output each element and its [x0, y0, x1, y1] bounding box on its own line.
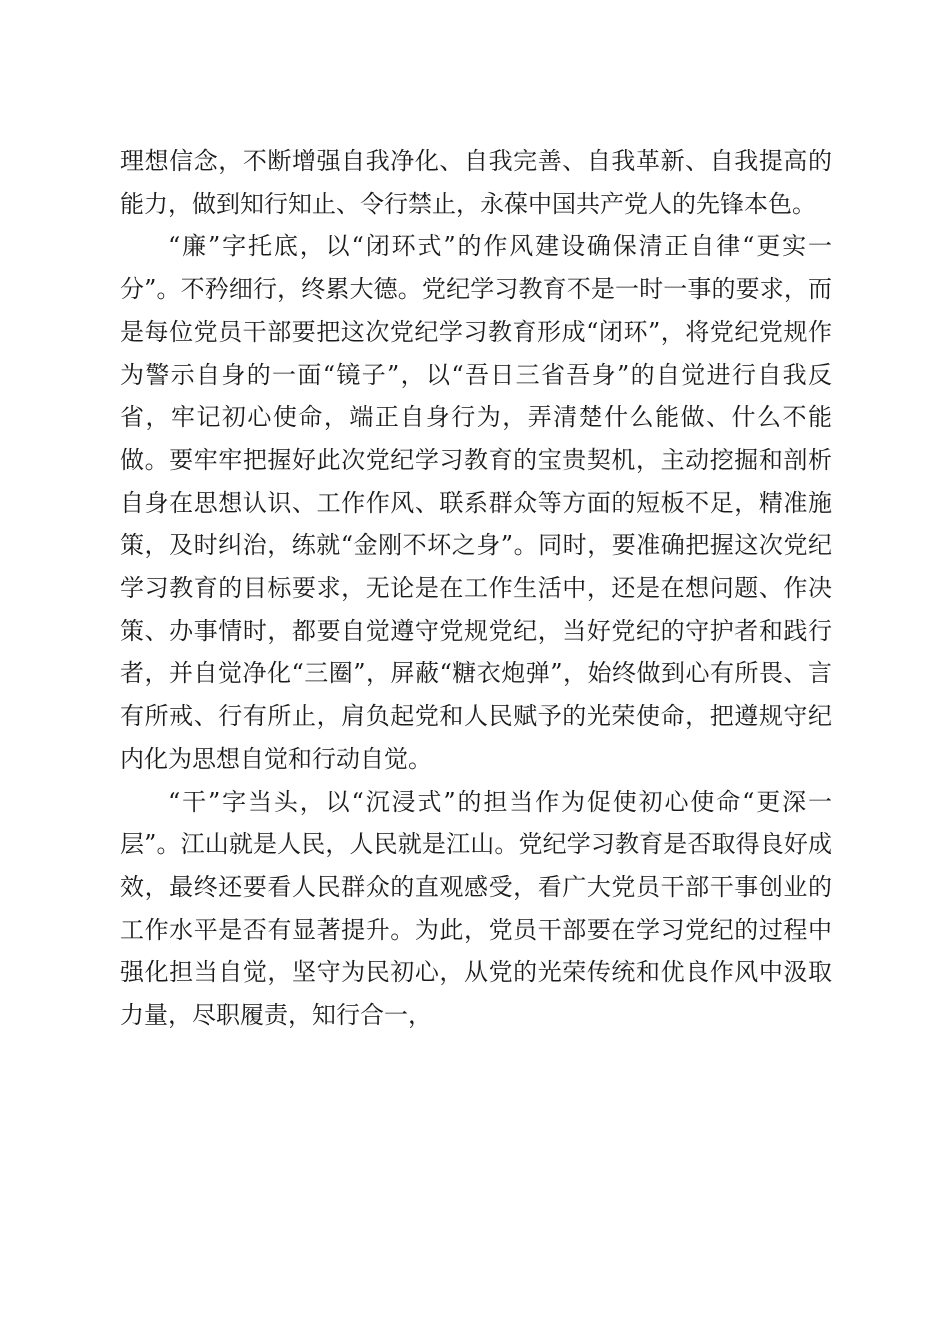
paragraph-2: “廉”字托底，以“闭环式”的作风建设确保清正自律“更实一分”。不矜细行，终累大德。党纪学习教育不是一时一事的要求，而是每位党员干部要把这次党纪学习教育形成“闭环”，将党纪党规作为警示自身的一面“镜子”，以“吾日三省吾身”的自觉进行自我反省，牢记初心使命，端正自身行为，弄清楚什么能做、什么不能做。要牢牢把握好此次党纪学习教育的宝贵契机，主动挖掘和剖析自身在思想认识、工作作风、联系群众等方面的短板不足，精准施策，及时纠治，练就“金刚不坏之身”。同时，要准确把握这次党纪学习教育的目标要求，无论是在工作生活中，还是在想问题、作决策、办事情时，都要自觉遵守党规党纪，当好党纪的守护者和践行者，并自觉净化“三圈”，屏蔽“糖衣炮弹”，始终做到心有所畏、言有所戒、行有所止，肩负起党和人民赋予的光荣使命，把遵规守纪内化为思想自觉和行动自觉。 [120, 232, 832, 773]
paragraph-3: “干”字当头，以“沉浸式”的担当作为促使初心使命“更深一层”。江山就是人民，人民就是江山。党纪学习教育是否取得良好成效，最终还要看人民群众的直观感受，看广大党员干部干事创业的工作水平是否有显著提升。为此，党员干部要在学习党纪的过程中强化担当自觉，坚守为民初心，从党的光荣传统和优良作风中汲取力量，尽职履责，知行合一， [120, 787, 832, 1030]
body-text [120, 140, 832, 1037]
paragraph-1: 理想信念，不断增强自我净化、自我完善、自我革新、自我提高的能力，做到知行知止、令行禁止，永葆中国共产党人的先锋本色。 [120, 147, 832, 218]
